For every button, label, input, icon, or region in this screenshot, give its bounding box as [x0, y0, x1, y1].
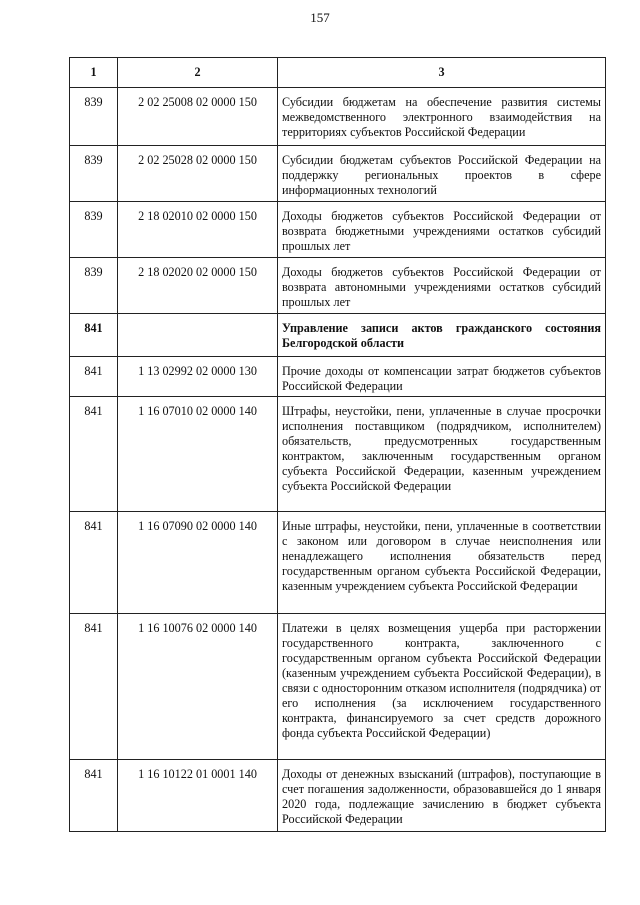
- budget-classification-code: 2 02 25008 02 0000 150: [138, 95, 257, 109]
- revenue-description: Субсидии бюджетам субъектов Российской Федерации на поддержку региональных проектов в сфере информационных технологий: [282, 153, 601, 197]
- revenue-description: Субсидии бюджетам на обеспечение развития системы межведомственного электронного взаимодействия на территориях субъектов Российской Федерации: [282, 95, 601, 139]
- admin-code: 841: [84, 767, 103, 781]
- admin-code: 839: [84, 209, 103, 223]
- table-row: [70, 614, 606, 760]
- table-row: [70, 760, 606, 832]
- column-header-code: 2: [118, 58, 278, 88]
- admin-code: 839: [84, 265, 103, 279]
- revenue-description: Доходы бюджетов субъектов Российской Федерации от возврата бюджетными учреждениями остатков субсидий прошлых лет: [282, 209, 601, 253]
- table-row: [70, 512, 606, 614]
- table-header-row: [70, 58, 606, 88]
- table-row: [70, 202, 606, 258]
- revenue-description: Платежи в целях возмещения ущерба при расторжении государственного контракта, заключенного с государственным органом субъекта Российской Федерации (казенным учреждением субъекта Российской Федерации), в связи с односторонним отказом исполнителя (подрядчика) от его исполнения (за исключением государственного контракта, финансируемого за счет средств дорожного фонда субъекта Российской Федерации): [282, 621, 601, 740]
- budget-classification-code: 1 13 02992 02 0000 130: [138, 364, 257, 378]
- revenue-description: Доходы от денежных взысканий (штрафов), поступающие в счет погашения задолженности, образовавшейся до 1 января 2020 года, подлежащие зачислению в бюджет субъекта Российской Федерации: [282, 767, 601, 826]
- table-row: [70, 146, 606, 202]
- revenue-codes-table: [69, 57, 606, 832]
- admin-code: 841: [84, 364, 103, 378]
- budget-classification-code: 2 02 25028 02 0000 150: [138, 153, 257, 167]
- budget-classification-code: 1 16 10122 01 0001 140: [138, 767, 257, 781]
- table-row: [70, 357, 606, 397]
- column-header-admin: 1: [70, 58, 118, 88]
- budget-classification-code: 1 16 07090 02 0000 140: [138, 519, 257, 533]
- page-number: 157: [310, 10, 330, 25]
- column-header-description: 3: [278, 58, 606, 88]
- budget-classification-code: 2 18 02010 02 0000 150: [138, 209, 257, 223]
- budget-classification-code: [118, 314, 277, 321]
- admin-code: 841: [84, 519, 103, 533]
- table-row: [70, 258, 606, 314]
- admin-code: 839: [84, 95, 103, 109]
- table-row: [70, 88, 606, 146]
- admin-code: 841: [84, 321, 103, 335]
- table-row-section-header: [70, 314, 606, 357]
- revenue-description: Штрафы, неустойки, пени, уплаченные в случае просрочки исполнения поставщиком (подрядчиком, исполнителем) обязательств, предусмотренных государственным контрактом, заключенным государственным органом субъекта Российской Федерации, казенным учреждением субъекта Российской Федерации: [282, 404, 601, 493]
- budget-classification-code: 1 16 10076 02 0000 140: [138, 621, 257, 635]
- section-title: Управление записи актов гражданского состояния Белгородской области: [282, 321, 601, 350]
- table-row: [70, 397, 606, 512]
- admin-code: 839: [84, 153, 103, 167]
- admin-code: 841: [84, 621, 103, 635]
- revenue-description: Иные штрафы, неустойки, пени, уплаченные в соответствии с законом или договором в случае неисполнения или ненадлежащего исполнения обязательств перед государственным органом субъекта Российской Федерации, казенным учреждением субъекта Российской Федерации: [282, 519, 601, 593]
- revenue-description: Прочие доходы от компенсации затрат бюджетов субъектов Российской Федерации: [282, 364, 601, 393]
- budget-classification-code: 2 18 02020 02 0000 150: [138, 265, 257, 279]
- admin-code: 841: [84, 404, 103, 418]
- budget-classification-code: 1 16 07010 02 0000 140: [138, 404, 257, 418]
- revenue-description: Доходы бюджетов субъектов Российской Федерации от возврата автономными учреждениями остатков субсидий прошлых лет: [282, 265, 601, 309]
